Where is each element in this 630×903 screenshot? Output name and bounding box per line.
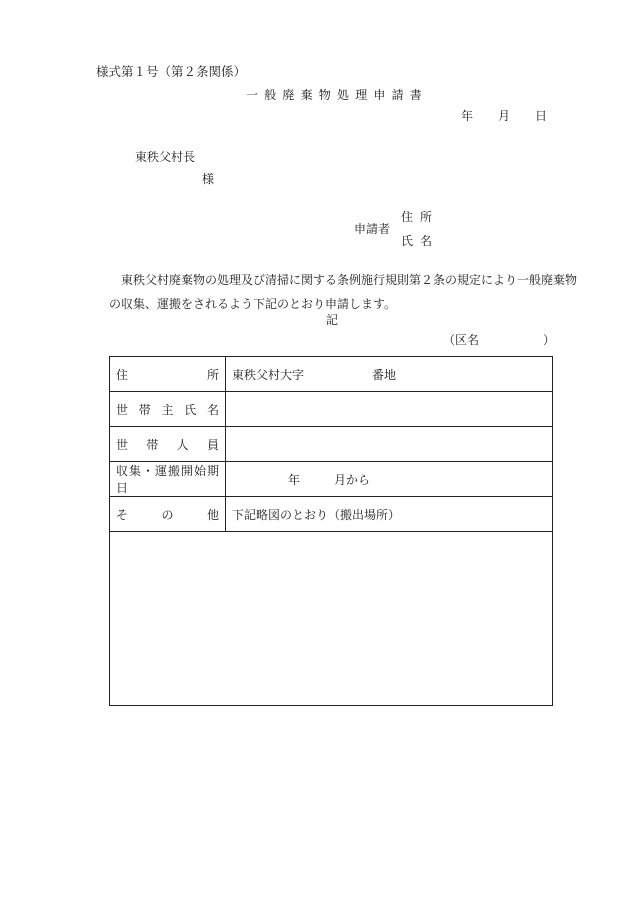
applicant-address-label: 住所 [401,210,440,224]
district-label: （区名 [443,333,480,347]
application-table [109,356,553,706]
table-row [110,497,552,532]
household-members-label: 世帯人員 [116,437,219,452]
recipient-name: 東秩父村長 [135,150,196,164]
household-members-value [226,427,552,461]
start-date-label: 収集・運搬開始期日 [116,464,219,495]
table-row [110,462,552,497]
date-year-label: 年 [461,109,474,123]
start-month-label: 月から [334,472,371,487]
form-number-label: 様式第１号（第２条関係） [96,64,247,79]
address-suffix: 番地 [372,367,397,382]
household-members-label-cell [110,427,226,461]
address-value-cell [226,357,552,391]
table-row [110,392,552,427]
table-row [110,357,552,392]
applicant-name-label: 氏名 [401,234,440,248]
address-row-label: 住所 [116,367,219,382]
other-value: 下記略図のとおり（搬出場所） [232,507,401,522]
address-prefix: 東秩父村大字 [232,367,305,382]
other-label: その他 [116,507,219,522]
recipient-honorific: 様 [202,172,215,186]
record-heading: 記 [326,313,339,327]
household-head-value [226,392,552,426]
other-label-cell [110,497,226,531]
start-date-value-cell [226,462,552,496]
sketch-map-area [110,532,552,705]
district-name-field [443,334,555,346]
address-label-cell [110,357,226,391]
start-date-label-cell [110,462,226,496]
application-statement: 東秩父村廃棄物の処理及び清掃に関する条例施行規則第２条の規定により一般廃棄物の収集、運搬をされるよう下記のとおり申請します。 [109,273,578,311]
table-row [110,427,552,462]
district-close-paren: ） [543,333,556,347]
date-month-label: 月 [498,109,511,123]
applicant-label: 申請者 [354,222,391,236]
document-title: 一般廃棄物処理申請書 [246,88,429,102]
household-head-label: 世帯主氏名 [116,402,219,417]
date-day-label: 日 [535,109,548,123]
start-year-label: 年 [288,472,301,487]
household-head-label-cell [110,392,226,426]
